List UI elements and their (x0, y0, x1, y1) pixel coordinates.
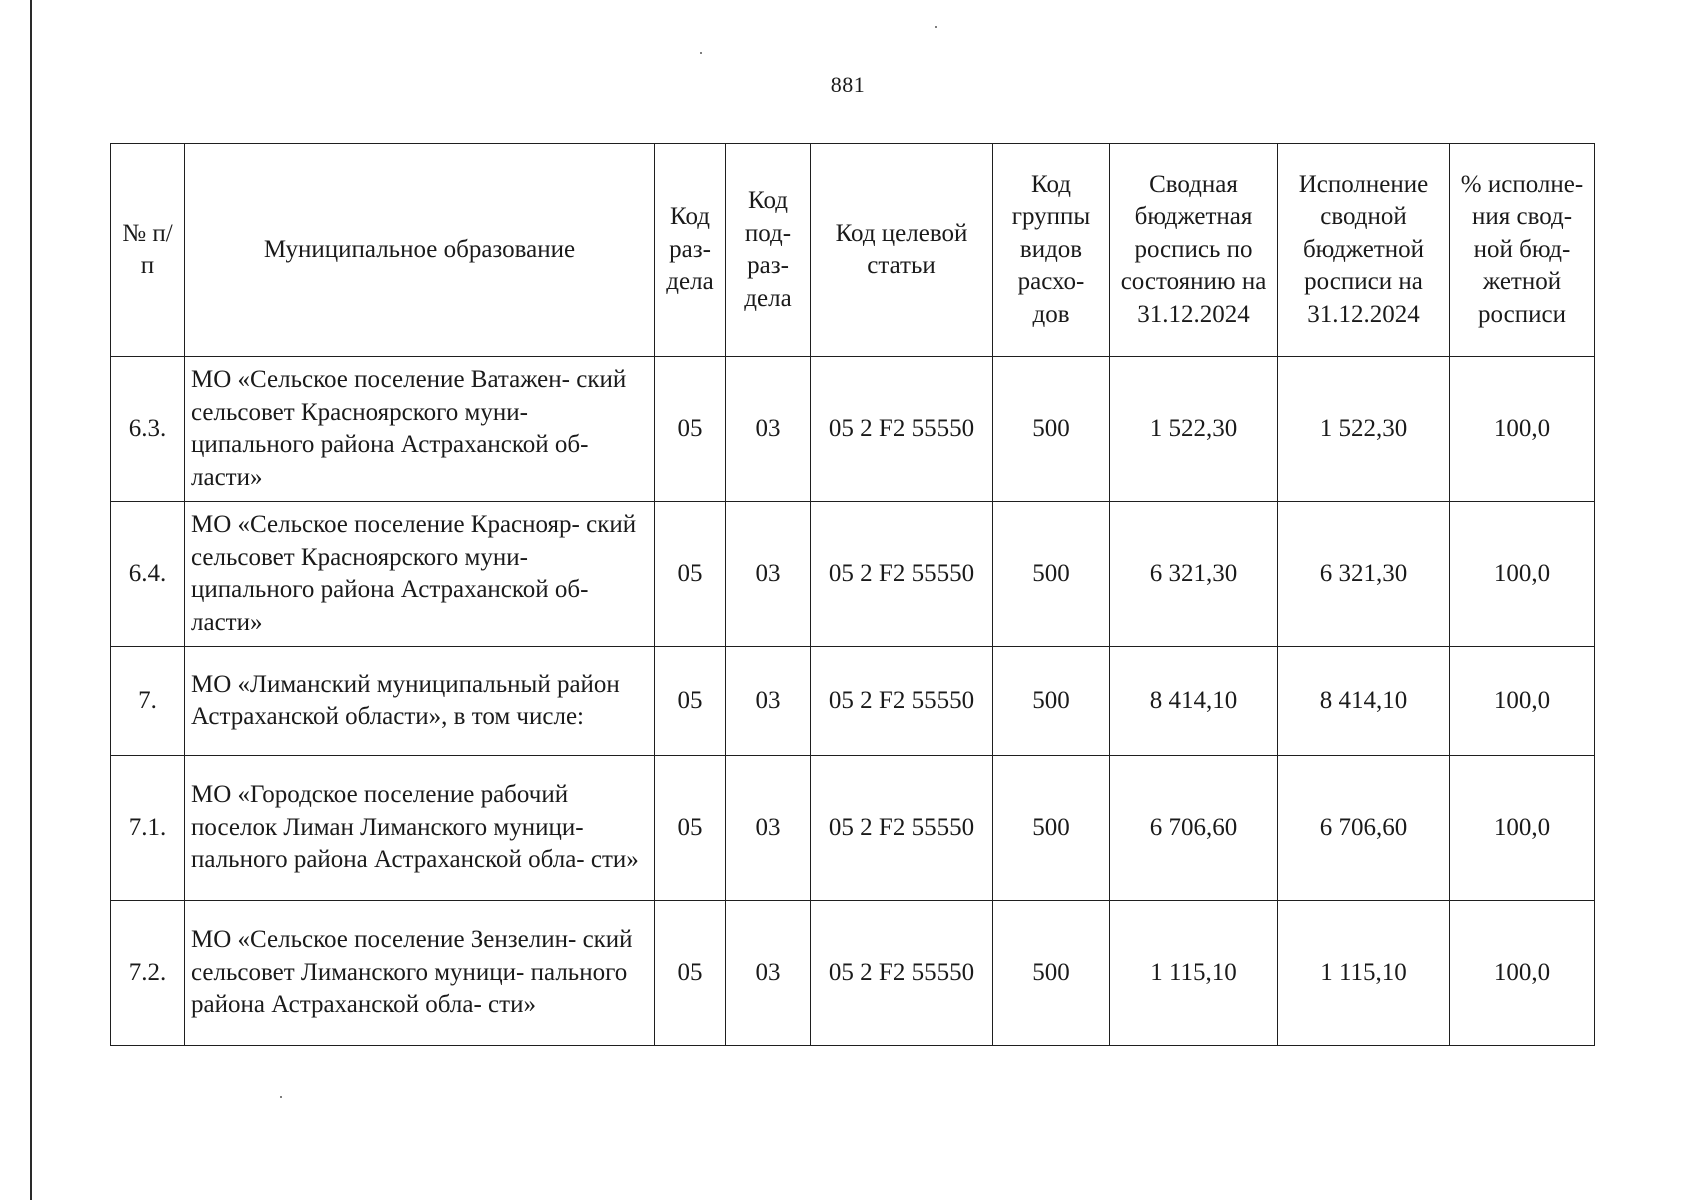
row-expense-group-code: 500 (993, 502, 1110, 647)
row-expense-group-code: 500 (993, 756, 1110, 901)
row-target-code: 05 2 F2 55550 (811, 647, 993, 756)
row-subsection-code: 03 (726, 756, 811, 901)
scan-left-edge (30, 0, 32, 1200)
row-section-code: 05 (655, 901, 726, 1046)
row-municipality: МО «Сельское поселение Зензелин- ский сельсовет Лиманского муници- пального района Астраханской обла- сти» (185, 901, 655, 1046)
scan-speck (700, 52, 702, 54)
row-number: 7.2. (111, 901, 185, 1046)
row-execution-percent: 100,0 (1450, 647, 1595, 756)
header-municipality: Муниципальное образование (185, 144, 655, 357)
row-expense-group-code: 500 (993, 901, 1110, 1046)
header-target-code: Код целевой статьи (811, 144, 993, 357)
header-section-code: Код раз- дела (655, 144, 726, 357)
row-number: 6.3. (111, 357, 185, 502)
row-execution-percent: 100,0 (1450, 901, 1595, 1046)
row-section-code: 05 (655, 756, 726, 901)
row-subsection-code: 03 (726, 901, 811, 1046)
header-expense-group-code: Код группы видов расхо- дов (993, 144, 1110, 357)
row-section-code: 05 (655, 502, 726, 647)
row-subsection-code: 03 (726, 357, 811, 502)
row-executed-budget: 1 522,30 (1278, 357, 1450, 502)
row-target-code: 05 2 F2 55550 (811, 502, 993, 647)
table-row (111, 357, 1595, 502)
row-subsection-code: 03 (726, 647, 811, 756)
row-section-code: 05 (655, 647, 726, 756)
row-executed-budget: 8 414,10 (1278, 647, 1450, 756)
row-target-code: 05 2 F2 55550 (811, 756, 993, 901)
table-row (111, 647, 1595, 756)
row-municipality: МО «Сельское поселение Краснояр- ский сельсовет Красноярского муни- ципального района Астраханской об- ласти» (185, 502, 655, 647)
header-subsection-code: Код под- раз- дела (726, 144, 811, 357)
row-execution-percent: 100,0 (1450, 502, 1595, 647)
row-planned-budget: 6 706,60 (1110, 756, 1278, 901)
budget-table (110, 143, 1595, 1046)
row-planned-budget: 1 522,30 (1110, 357, 1278, 502)
row-target-code: 05 2 F2 55550 (811, 357, 993, 502)
row-executed-budget: 6 321,30 (1278, 502, 1450, 647)
table-header-row (111, 144, 1595, 357)
scan-speck (280, 1096, 282, 1098)
row-section-code: 05 (655, 357, 726, 502)
row-municipality: МО «Лиманский муниципальный район Астраханской области», в том числе: (185, 647, 655, 756)
row-number: 6.4. (111, 502, 185, 647)
row-number: 7. (111, 647, 185, 756)
row-planned-budget: 1 115,10 (1110, 901, 1278, 1046)
row-expense-group-code: 500 (993, 357, 1110, 502)
header-executed-budget: Исполнение сводной бюджетной росписи на 31.12.2024 (1278, 144, 1450, 357)
row-subsection-code: 03 (726, 502, 811, 647)
row-number: 7.1. (111, 756, 185, 901)
row-municipality: МО «Городское поселение рабочий поселок Лиман Лиманского муници- пального района Астраханской обла- сти» (185, 756, 655, 901)
scan-speck (935, 26, 937, 28)
table-row (111, 901, 1595, 1046)
row-execution-percent: 100,0 (1450, 357, 1595, 502)
row-planned-budget: 8 414,10 (1110, 647, 1278, 756)
row-execution-percent: 100,0 (1450, 756, 1595, 901)
header-number: № п/п (111, 144, 185, 357)
row-executed-budget: 1 115,10 (1278, 901, 1450, 1046)
row-expense-group-code: 500 (993, 647, 1110, 756)
page-number: 881 (830, 72, 866, 97)
header-planned-budget: Сводная бюджетная роспись по состоянию на 31.12.2024 (1110, 144, 1278, 357)
row-target-code: 05 2 F2 55550 (811, 901, 993, 1046)
row-municipality: МО «Сельское поселение Ватажен- ский сельсовет Красноярского муни- ципального района Астраханской об- ласти» (185, 357, 655, 502)
table-row (111, 756, 1595, 901)
row-planned-budget: 6 321,30 (1110, 502, 1278, 647)
header-execution-percent: % исполне- ния свод- ной бюд- жетной росписи (1450, 144, 1595, 357)
table-row (111, 502, 1595, 647)
row-executed-budget: 6 706,60 (1278, 756, 1450, 901)
